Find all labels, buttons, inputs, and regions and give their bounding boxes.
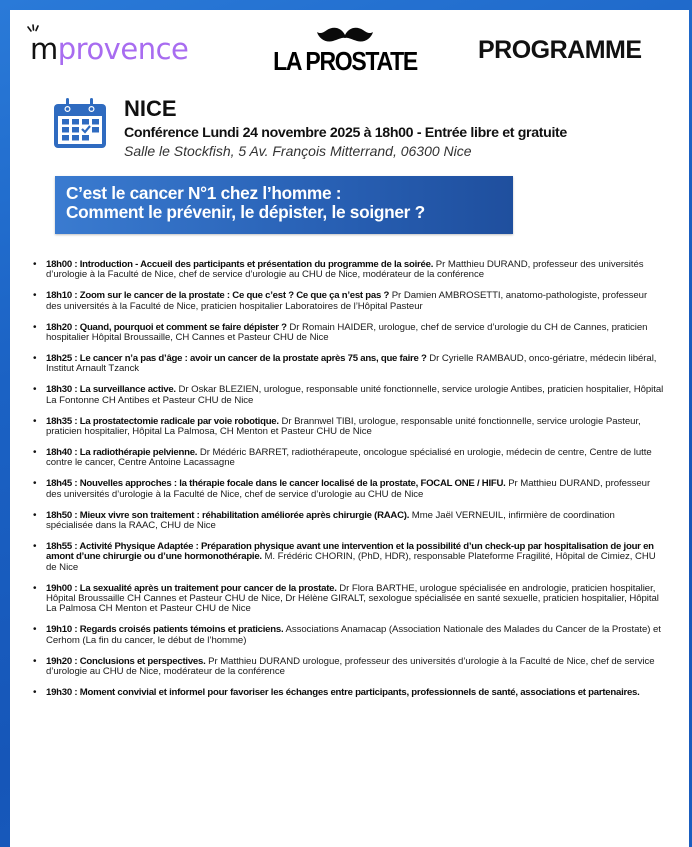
la-prostate-text: LA PROSTATE [273,46,417,76]
program-item-title: 18h45 : Nouvelles approches : la thérapie focale dans le cancer localisé de la prostate, FOCAL ONE / HIFU. [46,478,506,490]
calendar-icon [52,96,108,152]
program-item-title: 18h00 : Introduction - Accueil des participants et présentation du programme de la soirée. [46,259,434,270]
program-item-speaker: Pr Matthieu DURAND urologue, professeur des universités d’urologie à la Faculté de Nice, chef de service d’urologie au CHU de Nice, modérateur de la conférence [46,655,655,677]
program-item [46,657,664,678]
program-item [46,417,664,438]
program-item-speaker: Pr Matthieu DURAND, professeur des universités d’urologie à la Faculté de Nice, chef de service d’urologie au CHU de Nice [46,478,651,500]
program-item-title: 18h30 : La surveillance active. [46,384,176,396]
program-item-speaker: Mme Jaël VERNEUIL, infirmière de coordination spécialisée dans la RAAC, CHU de Nice [46,509,615,531]
program-item-title: 18h25 : Le cancer n’a pas d’âge : avoir un cancer de la prostate après 75 ans, que faire ? [46,352,427,364]
page-title: PROGRAMME [478,36,642,64]
program-item-speaker: Dr Médéric BARRET, radiothérapeute, oncologue spécialisé en urologie, médecin de centre, Centre de lutte contre le cancer, Centre Antoine Lacassagne [46,446,652,469]
program-item-speaker: Dr Oskar BLEZIEN, urologue, responsable unité fonctionnelle, service urologie Antibes, praticien hospitalier, Hôpital La Fontonne CH Antibes et Pasteur CHU de Nice [46,384,664,406]
program-item [46,511,664,532]
event-venue: Salle le Stockfish, 5 Av. François Mitterrand, 06300 Nice [124,143,472,159]
program-item-title: 19h20 : Conclusions et perspectives. [46,655,206,667]
program-item [46,479,664,500]
program-item-speaker: M. Frédéric CHORIN, (PhD, HDR), responsable Plateforme Fragilité, Hôpital de Cimiez, CHU de Nice [46,551,656,573]
mprovence-logo [30,32,189,66]
program-item-speaker: Dr Romain HAIDER, urologue, chef de service d’urologie du CH de Cannes, praticien hospitalier Hôpital Broussaille, CH Cannes et Pasteur CHU de Nice [46,321,648,344]
program-item-speaker: Dr Brannwel TIBI, urologue, responsable unité fonctionnelle, service urologie Pasteur, praticien hospitalier, Hôpital La Palmosa, CH Menton et Pasteur CHU de Nice [46,415,641,437]
la-prostate-logo [255,26,435,76]
program-item-speaker: Associations Anamacap (Association Nationale des Malades du Cancer de la Prostate) et Cerhom (La fin du cancer, le début de l’homme) [46,624,661,646]
program-list [30,260,664,709]
program-item [46,584,664,615]
program-item-speaker: Dr Cyrielle RAMBAUD, onco-gériatre, médecin libéral, Institut Arnault Tzanck [46,352,657,375]
logo-m-text: m [30,32,58,66]
program-item-title: 18h40 : La radiothérapie pelvienne. [46,446,198,458]
event-city: NICE [124,96,177,121]
program-item-title: 19h00 : La sexualité après un traitement pour cancer de la prostate. [46,582,337,594]
program-item-speaker: Pr Matthieu DURAND, professeur des universités d’urologie à la Faculté de Nice, chef de service d’urologie au CHU de Nice, modérateur de la conférence [46,259,644,281]
logo-rays-icon [26,24,40,34]
program-item [46,291,664,312]
program-item [46,688,664,698]
program-item [46,448,664,469]
logo-provence-text: provence [57,32,189,66]
program-item [46,625,664,646]
program-item-title: 19h10 : Regards croisés patients témoins et praticiens. [46,624,284,636]
program-item-title: 18h10 : Zoom sur le cancer de la prostate : Ce que c’est ? Ce que ça n’est pas ? [46,290,390,302]
mustache-icon [317,26,373,48]
banner-line-1: C’est le cancer N°1 chez l’homme : [66,183,342,203]
program-item-title: 18h35 : La prostatectomie radicale par voie robotique. [46,415,279,427]
banner-line-2: Comment le prévenir, le dépister, le soigner ? [66,202,425,222]
program-item [46,385,664,406]
program-item [46,260,664,281]
headline-banner [55,176,513,234]
program-item [46,542,664,573]
program-item-title: 19h30 : Moment convivial et informel pour favoriser les échanges entre participants, professionnels de santé, associations et partenaires. [46,686,640,698]
program-item-title: 18h50 : Mieux vivre son traitement : réhabilitation améliorée après chirurgie (RAAC). [46,509,410,521]
event-date-line: Conférence Lundi 24 novembre 2025 à 18h00 - Entrée libre et gratuite [124,125,567,141]
program-item-speaker: Dr Flora BARTHE, urologue spécialisée en andrologie, praticien hospitalier, Hôpital Broussaille CH Cannes et Pasteur CHU de Nice, Dr Hélène GIRALT, sexologue spécialisée en santé sexuelle, praticien hospitalier, Hôpital La Palmosa CH Menton et Pasteur CHU de Nice [46,582,659,615]
logo-m-letter [30,32,58,66]
program-item-title: 18h20 : Quand, pourquoi et comment se faire dépister ? [46,321,287,333]
program-item [46,354,664,375]
program-item [46,323,664,344]
program-item-title: 18h55 : Activité Physique Adaptée : Préparation physique avant une intervention et la possibilité d’un check-up par hospitalisation de jour en amont d’une chirurgie ou d’une hormonothérapie. [46,540,654,563]
program-item-speaker: Pr Damien AMBROSETTI, anatomo-pathologiste, professeur des universités à la Faculté de Nice, praticien hospitalier Laboratoires de l’Hôpital Pasteur [46,290,648,312]
